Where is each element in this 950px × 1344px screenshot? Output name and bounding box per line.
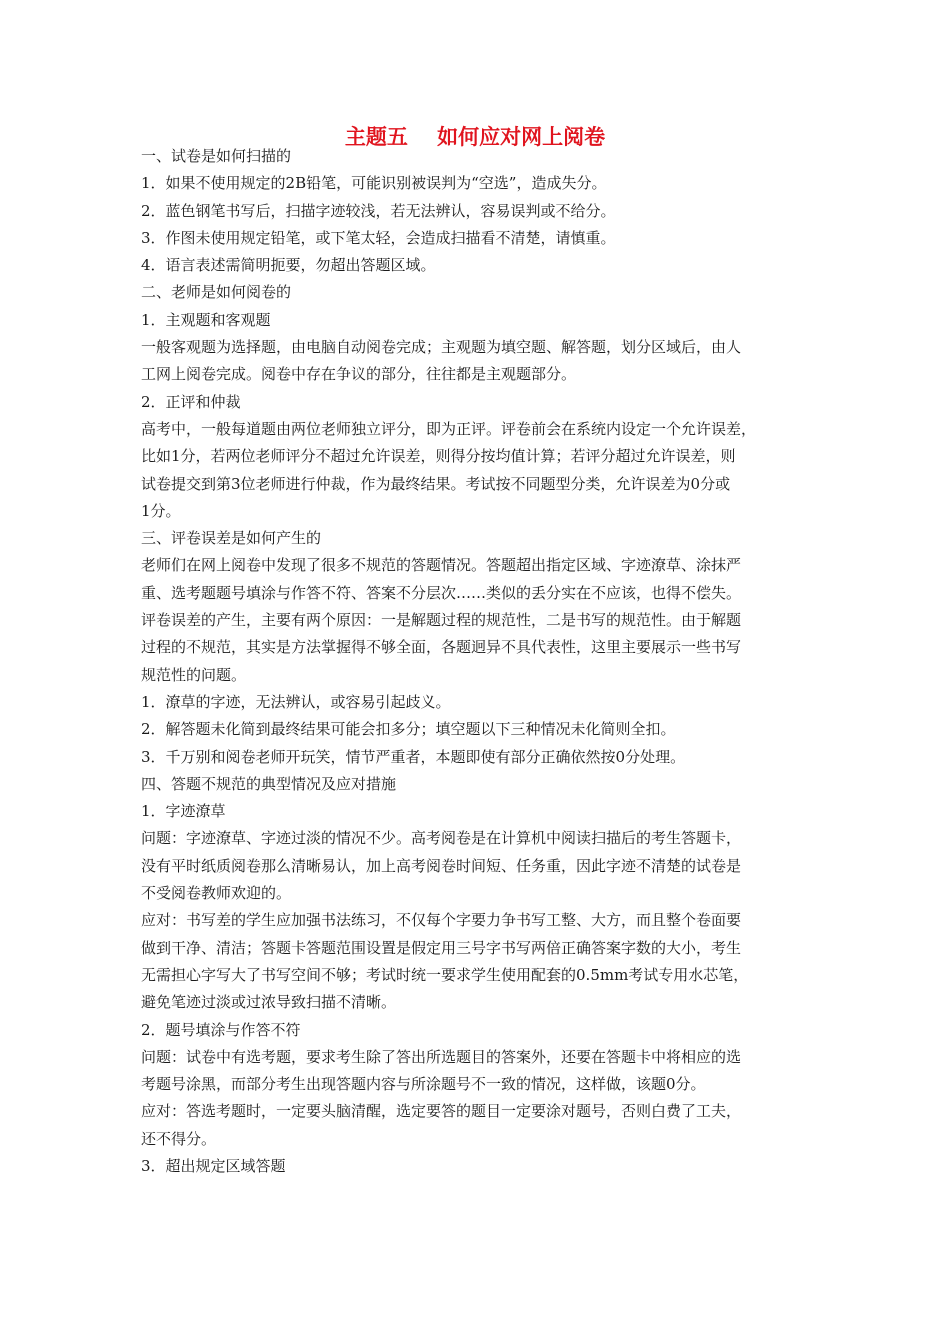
paragraph-line: 1分。 bbox=[141, 501, 181, 520]
subsection-heading: 1．主观题和客观题 bbox=[141, 310, 271, 329]
list-item: 2．蓝色钢笔书写后，扫描字迹较浅，若无法辨认，容易误判或不给分。 bbox=[141, 201, 616, 220]
subsection-heading: 2．题号填涂与作答不符 bbox=[141, 1020, 301, 1039]
paragraph-line: 一般客观题为选择题，由电脑自动阅卷完成；主观题为填空题、解答题，划分区域后，由人 bbox=[141, 338, 742, 357]
list-item: 4．语言表述需简明扼要，勿超出答题区域。 bbox=[141, 256, 436, 275]
subsection-heading: 2．正评和仲裁 bbox=[141, 392, 241, 411]
list-item: 3．作图未使用规定铅笔，或下笔太轻，会造成扫描看不清楚，请慎重。 bbox=[141, 228, 616, 247]
section-heading: 四、答题不规范的典型情况及应对措施 bbox=[141, 774, 397, 793]
paragraph-line: 无需担心字写大了书写空间不够；考试时统一要求学生使用配套的0.5mm考试专用水芯笔， bbox=[141, 965, 749, 984]
page-title: 主题五 如何应对网上阅卷 bbox=[344, 124, 606, 149]
document-body bbox=[141, 143, 813, 1180]
paragraph-line: 规范性的问题。 bbox=[141, 665, 247, 684]
paragraph-line: 应对：书写差的学生应加强书法练习，不仅每个字要力争书写工整、大方，而且整个卷面要 bbox=[141, 911, 742, 930]
paragraph-line: 老师们在网上阅卷中发现了很多不规范的答题情况。答题超出指定区域、字迹潦草、涂抹严 bbox=[141, 556, 742, 575]
list-item: 2．解答题未化简到最终结果可能会扣多分；填空题以下三种情况未化简则全扣。 bbox=[141, 720, 676, 739]
section-heading: 二、老师是如何阅卷的 bbox=[141, 283, 292, 302]
paragraph-line: 不受阅卷教师欢迎的。 bbox=[141, 884, 292, 903]
paragraph-line: 问题：字迹潦草、字迹过淡的情况不少。高考阅卷是在计算机中阅读扫描后的考生答题卡， bbox=[141, 829, 742, 848]
paragraph-line: 试卷提交到第3位老师进行仲裁，作为最终结果。考试按不同题型分类，允许误差为0分或 bbox=[141, 474, 731, 493]
subsection-heading: 3．超出规定区域答题 bbox=[141, 1156, 286, 1175]
subsection-heading: 1．字迹潦草 bbox=[141, 802, 226, 821]
paragraph-line: 重、选考题题号填涂与作答不符、答案不分层次……类似的丢分实在不应该，也得不偿失。 bbox=[141, 583, 742, 602]
list-item: 1．潦草的字迹，无法辨认，或容易引起歧义。 bbox=[141, 692, 451, 711]
paragraph-line: 比如1分，若两位老师评分不超过允许误差，则得分按均值计算；若评分超过允许误差，则 bbox=[141, 447, 736, 466]
paragraph-line: 考题号涂黑，而部分考生出现答题内容与所涂题号不一致的情况，这样做，该题0分。 bbox=[141, 1075, 706, 1094]
section-heading: 一、试卷是如何扫描的 bbox=[141, 147, 292, 165]
paragraph-line: 高考中，一般每道题由两位老师独立评分，即为正评。评卷前会在系统内设定一个允许误差， bbox=[141, 419, 757, 438]
list-item: 1．如果不使用规定的2B铅笔，可能识别被误判为“空选”，造成失分。 bbox=[141, 174, 607, 193]
paragraph-line: 过程的不规范，其实是方法掌握得不够全面，各题迥异不具代表性，这里主要展示一些书写 bbox=[141, 638, 742, 657]
paragraph-line: 工网上阅卷完成。阅卷中存在争议的部分，往往都是主观题部分。 bbox=[141, 365, 577, 384]
paragraph-line: 还不得分。 bbox=[141, 1129, 217, 1148]
paragraph-line: 应对：答选考题时，一定要头脑清醒，选定要答的题目一定要涂对题号，否则白费了工夫， bbox=[141, 1102, 742, 1121]
list-item: 3．千万别和阅卷老师开玩笑，情节严重者，本题即使有部分正确依然按0分处理。 bbox=[141, 747, 686, 766]
paragraph-line: 没有平时纸质阅卷那么清晰易认，加上高考阅卷时间短、任务重，因此字迹不清楚的试卷是 bbox=[141, 856, 742, 875]
paragraph-line: 评卷误差的产生，主要有两个原因：一是解题过程的规范性，二是书写的规范性。由于解题 bbox=[141, 611, 742, 630]
paragraph-line: 问题：试卷中有选考题，要求考生除了答出所选题目的答案外，还要在答题卡中将相应的选 bbox=[141, 1047, 742, 1066]
section-heading: 三、评卷误差是如何产生的 bbox=[141, 529, 322, 548]
paragraph-line: 做到干净、清洁；答题卡答题范围设置是假定用三号字书写两倍正确答案字数的大小，考生 bbox=[141, 938, 742, 957]
paragraph-line: 避免笔迹过淡或过浓导致扫描不清晰。 bbox=[141, 993, 397, 1012]
